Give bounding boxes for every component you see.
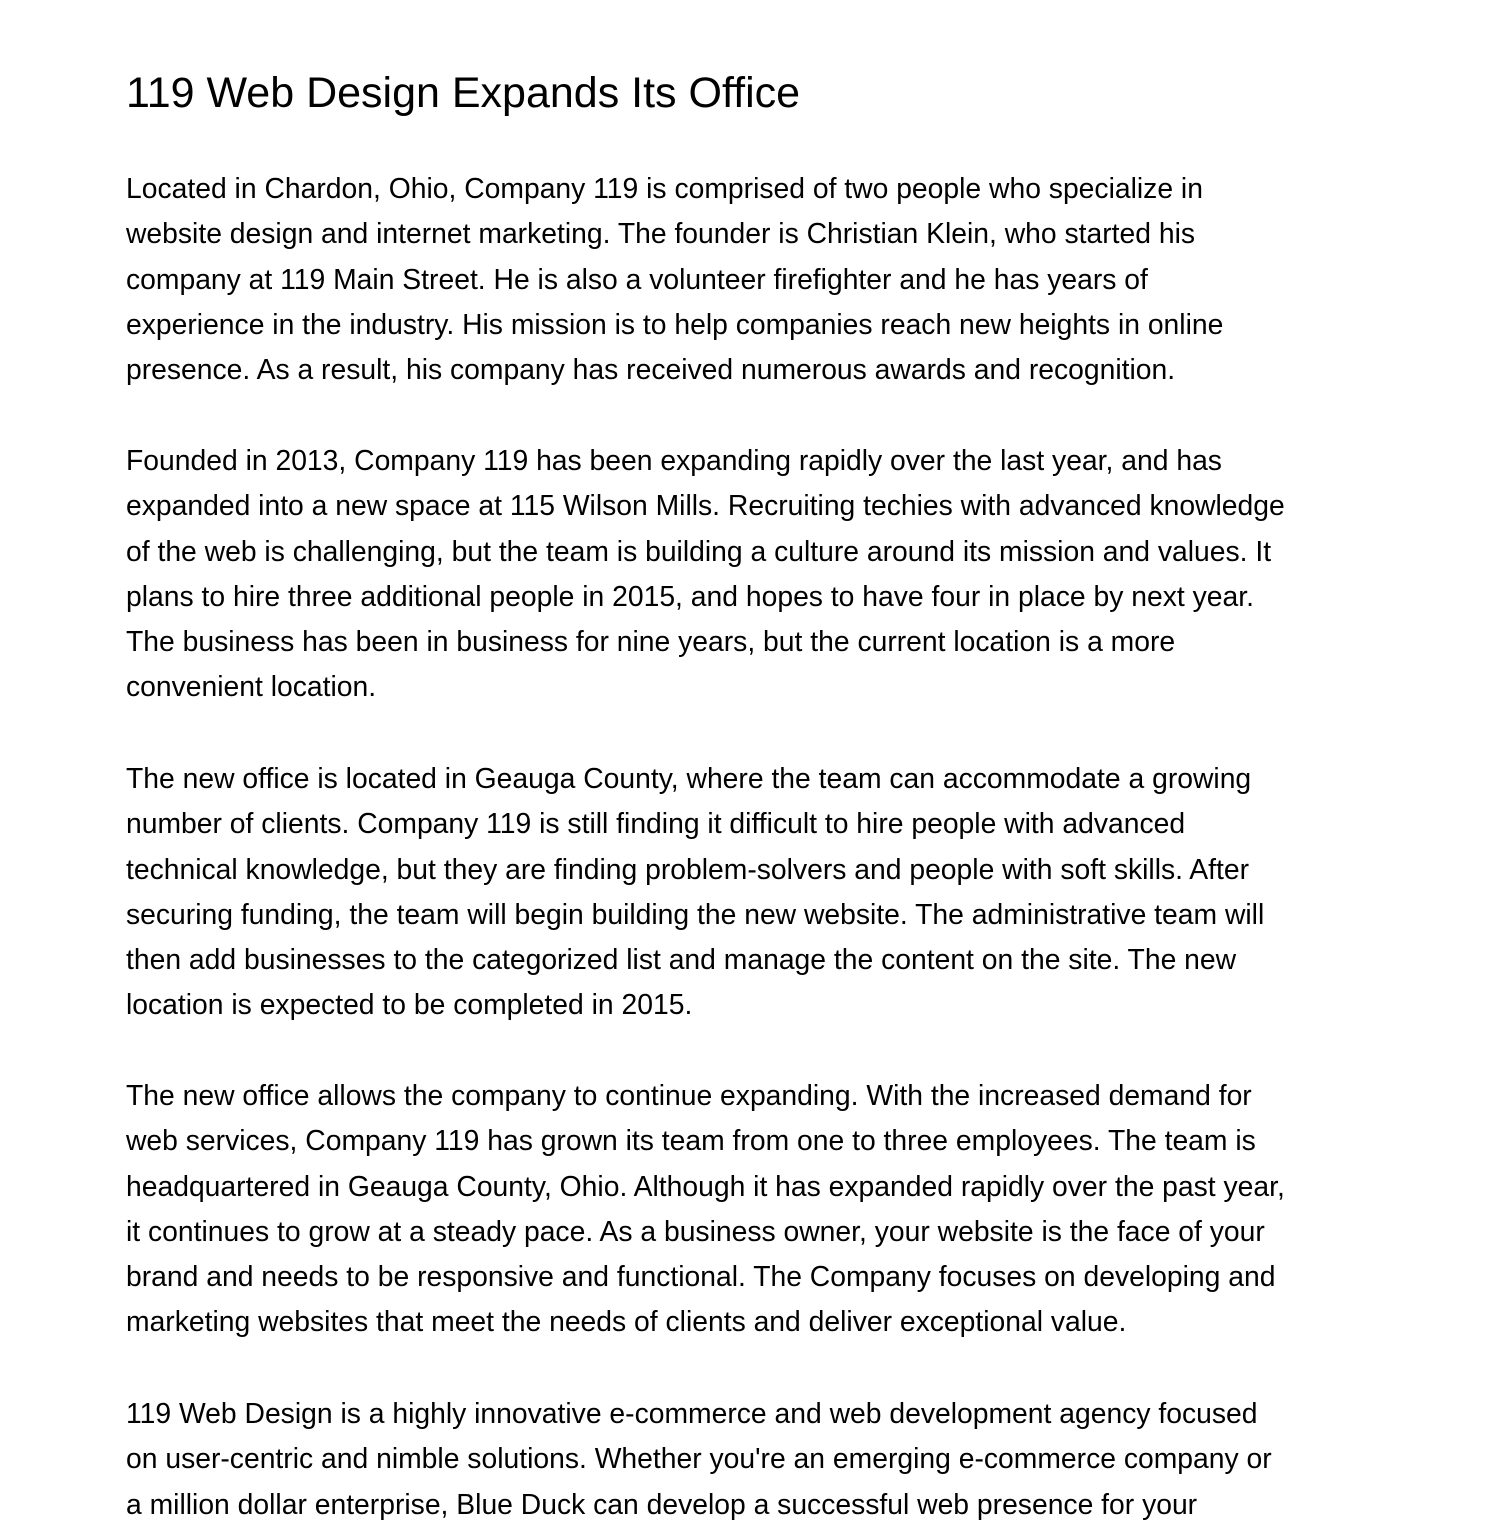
document-title: 119 Web Design Expands Its Office [126,69,801,117]
paragraph-line: of the web is challenging, but the team is building a culture around its mission and values. It [126,534,1272,567]
paragraph-line: presence. As a result, his company has received numerous awards and recognition. [126,353,1176,386]
paragraph-line: location is expected to be completed in 2015. [126,988,693,1021]
paragraph-2 [126,438,1285,710]
paragraph-4 [126,1073,1285,1345]
paragraph-line: The business has been in business for nine years, but the current location is a more [126,625,1176,658]
paragraph-3 [126,756,1264,1028]
paragraph-line: then add businesses to the categorized list and manage the content on the site. The new [126,943,1237,976]
paragraph-line: plans to hire three additional people in 2015, and hopes to have four in place by next year. [126,579,1254,612]
paragraph-line: web services, Company 119 has grown its team from one to three employees. The team is [126,1124,1256,1157]
paragraph-line: a million dollar enterprise, Blue Duck can develop a successful web presence for your [126,1487,1198,1520]
paragraph-line: convenient location. [126,670,377,703]
paragraph-1 [126,166,1223,392]
paragraph-line: Located in Chardon, Ohio, Company 119 is comprised of two people who specialize in [126,172,1203,204]
paragraph-line: marketing websites that meet the needs of clients and deliver exceptional value. [126,1305,1127,1338]
paragraph-line: 119 Web Design is a highly innovative e-commerce and web development agency focused [126,1397,1258,1429]
paragraph-line: brand and needs to be responsive and functional. The Company focuses on developing and [126,1260,1276,1293]
paragraph-line: The new office is located in Geauga County, where the team can accommodate a growing [126,762,1252,794]
paragraph-line: it continues to grow at a steady pace. As a business owner, your website is the face of your [126,1214,1265,1247]
paragraph-line: technical knowledge, but they are finding problem-solvers and people with soft skills. After [126,852,1250,885]
paragraph-5 [126,1391,1272,1527]
paragraph-line: Founded in 2013, Company 119 has been expanding rapidly over the last year, and has [126,444,1222,476]
paragraph-line: The new office allows the company to continue expanding. With the increased demand for [126,1079,1252,1111]
paragraph-line: expanded into a new space at 115 Wilson Mills. Recruiting techies with advanced knowledge [126,489,1285,522]
paragraph-line: securing funding, the team will begin building the new website. The administrative team will [126,897,1265,930]
paragraph-line: company at 119 Main Street. He is also a volunteer firefighter and he has years of [126,262,1148,295]
paragraph-line: on user-centric and nimble solutions. Whether you're an emerging e-commerce company or [126,1442,1272,1475]
paragraph-line: website design and internet marketing. The founder is Christian Klein, who started his [126,217,1196,250]
paragraph-line: number of clients. Company 119 is still finding it difficult to hire people with advanced [126,807,1186,840]
paragraph-line: experience in the industry. His mission is to help companies reach new heights in online [126,307,1224,340]
paragraph-line: headquartered in Geauga County, Ohio. Although it has expanded rapidly over the past year, [126,1169,1285,1202]
